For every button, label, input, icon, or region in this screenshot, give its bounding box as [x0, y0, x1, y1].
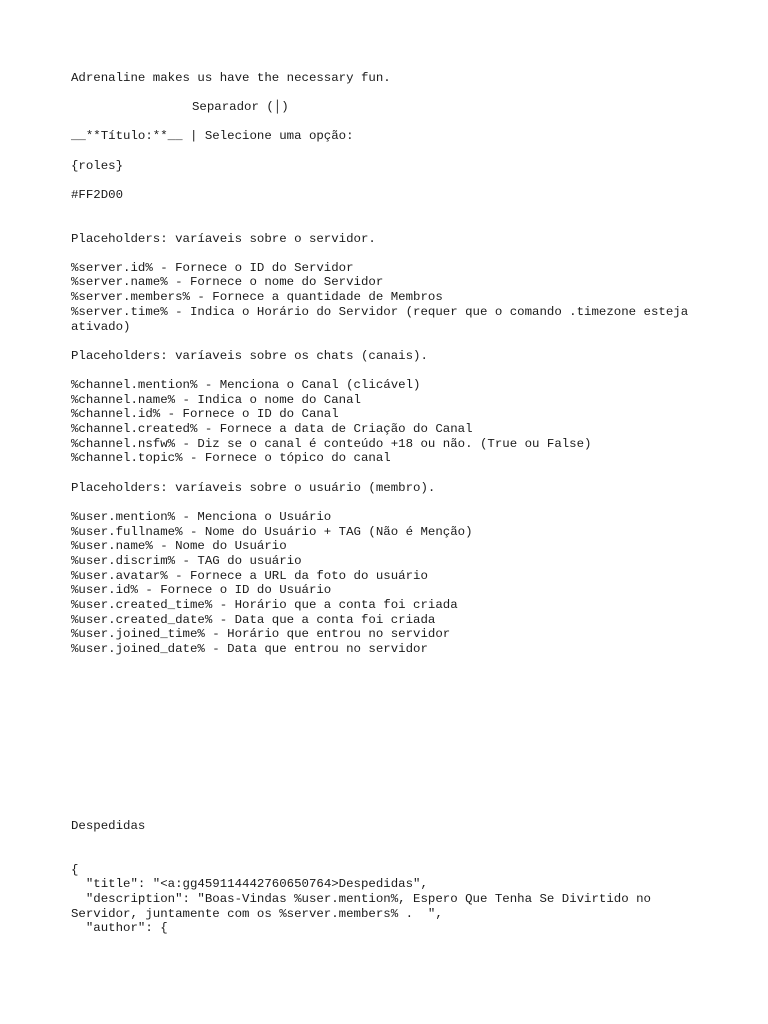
- channel-placeholder-item: %channel.created% - Fornece a data de Criação do Canal: [71, 422, 473, 437]
- server-placeholder-item: %server.members% - Fornece a quantidade de Membros: [71, 290, 443, 305]
- channel-placeholder-item: %channel.nsfw% - Diz se o canal é conteúdo +18 ou não. (True ou False): [71, 436, 592, 451]
- document-page: [71, 71, 711, 936]
- farewell-heading: Despedidas: [71, 818, 146, 833]
- separator-text: Separador (│): [192, 100, 289, 115]
- roles-placeholder: {roles}: [71, 158, 124, 173]
- server-placeholder-item: %server.time% - Indica o Horário do Servidor (requer que o comando .timezone esteja ativado): [71, 304, 696, 334]
- channel-placeholder-item: %channel.topic% - Fornece o tópico do canal: [71, 451, 391, 466]
- intro-text: Adrenaline makes us have the necessary fun.: [71, 71, 391, 85]
- user-section-heading: Placeholders: varíaveis sobre o usuário (membro).: [71, 480, 436, 495]
- color-code: #FF2D00: [71, 187, 124, 202]
- user-placeholder-item: %user.joined_date% - Data que entrou no servidor: [71, 642, 428, 657]
- channel-placeholder-item: %channel.id% - Fornece o ID do Canal: [71, 407, 339, 422]
- user-placeholder-item: %user.id% - Fornece o ID do Usuário: [71, 583, 332, 598]
- code-line: "description": "Boas-Vindas %user.mention%, Espero Que Tenha Se Divirtido no Servidor, juntamente com os %server.members% . ",: [71, 892, 659, 921]
- user-placeholder-item: %user.fullname% - Nome do Usuário + TAG (Não é Menção): [71, 524, 473, 539]
- server-placeholder-item: %server.id% - Fornece o ID do Servidor: [71, 260, 354, 275]
- server-placeholder-item: %server.name% - Fornece o nome do Servidor: [71, 275, 384, 290]
- user-placeholder-item: %user.created_date% - Data que a conta foi criada: [71, 612, 436, 627]
- code-line: "title": "<a:gg459114442760650764>Despedidas",: [71, 877, 428, 892]
- user-placeholder-item: %user.avatar% - Fornece a URL da foto do usuário: [71, 568, 428, 583]
- user-placeholder-item: %user.joined_time% - Horário que entrou no servidor: [71, 627, 451, 642]
- user-placeholder-item: %user.discrim% - TAG do usuário: [71, 553, 302, 568]
- code-line: "author": {: [71, 921, 168, 936]
- channel-placeholder-item: %channel.name% - Indica o nome do Canal: [71, 392, 361, 407]
- user-placeholder-item: %user.name% - Nome do Usuário: [71, 539, 287, 554]
- title-line: __**Título:**__ | Selecione uma opção:: [71, 129, 354, 144]
- channel-placeholder-item: %channel.mention% - Menciona o Canal (clicável): [71, 377, 421, 392]
- channel-section-heading: Placeholders: varíaveis sobre os chats (canais).: [71, 348, 428, 363]
- user-placeholder-item: %user.created_time% - Horário que a conta foi criada: [71, 598, 458, 613]
- user-placeholder-item: %user.mention% - Menciona o Usuário: [71, 509, 332, 524]
- code-line: {: [71, 862, 79, 877]
- server-section-heading: Placeholders: varíaveis sobre o servidor.: [71, 231, 376, 246]
